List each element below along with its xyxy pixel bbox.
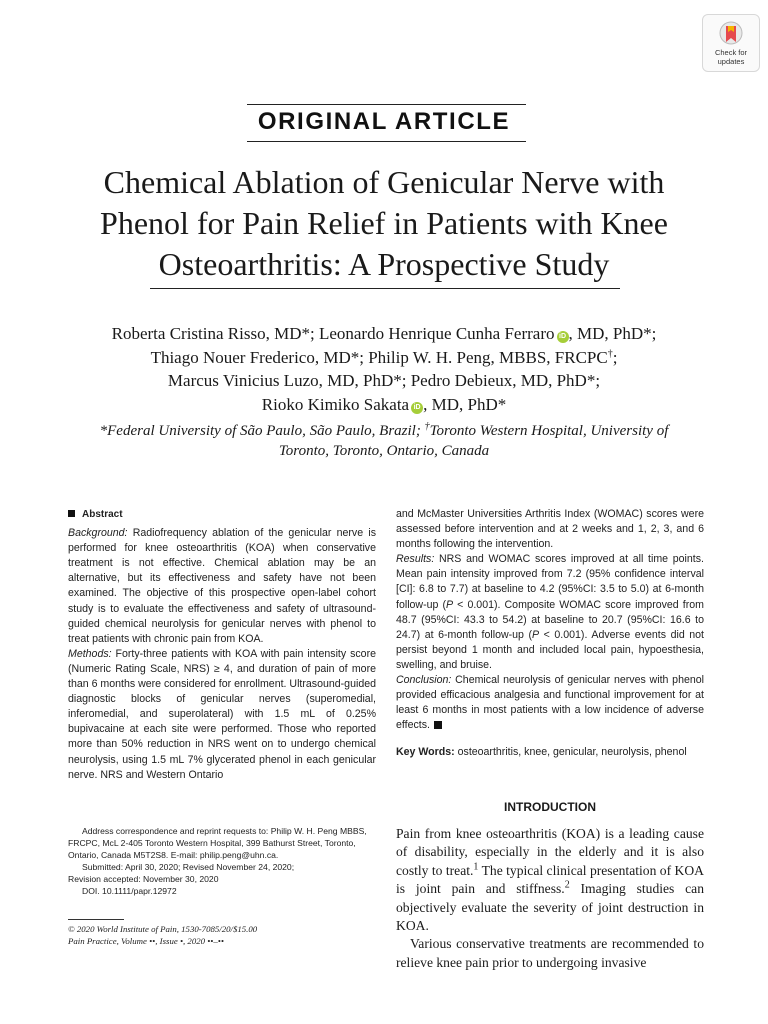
author-text: Roberta Cristina Risso, MD*; Leonardo Henrique Cunha Ferraro: [111, 324, 555, 343]
badge-label-line2: updates: [717, 57, 745, 66]
background-text: Radiofrequency ablation of the genicular nerve is performed for knee osteoarthritis (KOA) when conservative treatment is not effective. Chemical ablation may be an alternative, but its effectiveness and safety have not been examined. The objective of this prospective open-label cohort study is to evaluate the effectiveness and safety of ultrasound-guided chemical neurolysis for genicular nerves with phenol to treat patients with chronic pain from KOA.: [68, 527, 376, 645]
footer: [68, 924, 368, 947]
introduction-heading: INTRODUCTION: [504, 800, 596, 814]
introduction-body: [396, 825, 704, 972]
intro-text: The typical clinical presentation of KOA is joint pain and stiffness.: [396, 862, 704, 897]
title-line: Osteoarthritis: A Prospective Study: [158, 246, 610, 282]
abstract-methods: [68, 647, 376, 783]
author-text: , MD, PhD*: [423, 394, 507, 414]
abstract-column-right: [396, 507, 704, 733]
copyright-line: © 2020 World Institute of Pain, 1530-7085/20/$15.00: [68, 924, 258, 934]
abstract-background: [68, 526, 376, 647]
affiliation-mark: †: [607, 347, 613, 359]
author-list: [40, 322, 728, 416]
intro-text: Pain from knee osteoarthritis (KOA) is a leading cause of disability, especially in the elderly and it is also costly to treat.: [396, 826, 704, 878]
abstract-results: [396, 552, 704, 673]
check-for-updates-badge[interactable]: [702, 14, 760, 72]
conclusion-label: Conclusion:: [396, 674, 452, 687]
author-text: Rioko Kimiko Sakata: [261, 394, 410, 414]
title-rule: [150, 288, 620, 289]
accepted-date: Revision accepted: November 30, 2020: [68, 873, 219, 884]
abstract-heading-text: Abstract: [82, 509, 123, 520]
p-value-symbol: P: [446, 598, 454, 611]
methods-continued: and McMaster Universities Arthritis Index (WOMAC) scores were assessed before intervention and at 2 weeks and 1, 2, 3, and 6 months following the intervention.: [396, 508, 704, 551]
intro-text: Imaging studies can objectively evaluate the severity of joint destruction in KOA.: [396, 881, 705, 934]
methods-text: Forty-three patients with KOA with pain intensity score (Numeric Rating Scale, NRS) ≥ 4, and duration of pain of more than 6 months were considered for enrollment. Ultrasound-guided diagnostic blocks of genicular nerves (superomedial, inferomedial, and superolateral) with 1.5 mL of 0.25% bupivacaine at each site were performed. Those who reported more than 50% reduction in NRS went on to undergo chemical neurolysis, using 1.5 mL 7% glycerated phenol in each genicular nerve. NRS and Western Ontario: [68, 647, 376, 781]
intro-paragraph: [396, 825, 704, 935]
keywords-text: osteoarthritis, knee, genicular, neurolysis, phenol: [457, 746, 687, 758]
author-line: [40, 393, 728, 417]
correspondence-address: Address correspondence and reprint requests to: Philip W. H. Peng MBBS, FRCPC, McL 2-405 Toronto Western Hospital, 399 Bathurst Street, Toronto, Ontario, Canada M5T2S8. E-mail: philip.peng@uhn.ca.: [68, 826, 367, 860]
bookmark-icon: [718, 20, 744, 48]
affiliations: [40, 421, 728, 461]
abstract-column-left: [68, 507, 376, 783]
section-rule-top: [247, 104, 526, 105]
results-label: Results:: [396, 553, 435, 566]
author-line: [40, 322, 728, 346]
background-label: Background:: [68, 527, 128, 540]
journal-line: Pain Practice, Volume ••, Issue •, 2020 ••–••: [68, 935, 224, 946]
article-title: [60, 162, 708, 285]
keywords: [396, 745, 704, 760]
results-text: < 0.001). Adverse events did not persist beyond 1 month and included local pain, hypoesthesia, swelling, and bruise.: [396, 628, 705, 671]
conclusion-text: Chemical neurolysis of genicular nerves with phenol provided efficacious analgesia and functional improvement for at least 6 months in most patients with a low incidence of adverse effects.: [396, 674, 704, 732]
badge-label-line1: Check for: [714, 48, 748, 57]
author-line: [40, 346, 728, 370]
results-text: NRS and WOMAC scores improved at all time points. Mean pain intensity improved from 7.2 (95% confidence interval [CI]: 6.8 to 7.7) at baseline to 4.2 (95%CI: 3.5 to 5.0) at 6-month follow-up (: [396, 553, 704, 611]
p-value-symbol: P: [532, 628, 540, 641]
footer-rule: [68, 919, 124, 920]
author-text: , MD, PhD*;: [568, 324, 657, 343]
results-text: < 0.001). Composite WOMAC score improved from 48.7 (95%CI: 43.3 to 54.2) at baseline to 20.7 (95%CI: 16.6 to 24.7) at 6-month follow-up (: [396, 598, 704, 641]
reference-mark[interactable]: 1: [473, 861, 479, 873]
affiliation-text: Toronto Western Hospital, University of: [429, 423, 669, 439]
title-line: Chemical Ablation of Genicular Nerve with: [103, 164, 665, 200]
author-text: Thiago Nouer Frederico, MD*; Philip W. H. Peng, MBBS, FRCPC: [150, 347, 608, 367]
affiliation-mark: †: [424, 421, 430, 432]
title-line: Phenol for Pain Relief in Patients with Knee: [100, 205, 668, 241]
reference-mark[interactable]: 2: [564, 879, 570, 891]
square-bullet-icon: [68, 510, 75, 517]
affiliation-line: [40, 421, 728, 441]
author-text: ;: [612, 347, 618, 367]
methods-label: Methods:: [68, 647, 112, 660]
abstract-conclusion: [396, 673, 704, 733]
intro-paragraph: Various conservative treatments are recommended to relieve knee pain prior to undergoing invasive: [396, 936, 704, 970]
affiliation-line: Toronto, Toronto, Ontario, Canada: [278, 443, 490, 459]
section-rule-bottom: [247, 141, 526, 142]
correspondence-block: [68, 826, 368, 897]
end-square-icon: [434, 721, 442, 729]
author-line: Marcus Vinicius Luzo, MD, PhD*; Pedro Debieux, MD, PhD*;: [167, 371, 601, 390]
affiliation-text: *Federal University of São Paulo, São Paulo, Brazil;: [99, 423, 425, 439]
keywords-label: Key Words:: [396, 746, 455, 758]
section-label: ORIGINAL ARTICLE: [257, 108, 511, 135]
submitted-date: Submitted: April 30, 2020; Revised November 24, 2020;: [82, 861, 295, 872]
abstract-heading: [68, 507, 376, 522]
orcid-icon[interactable]: iD: [557, 331, 569, 343]
doi[interactable]: DOI. 10.1111/papr.12972: [82, 885, 177, 896]
orcid-icon[interactable]: iD: [411, 402, 423, 414]
